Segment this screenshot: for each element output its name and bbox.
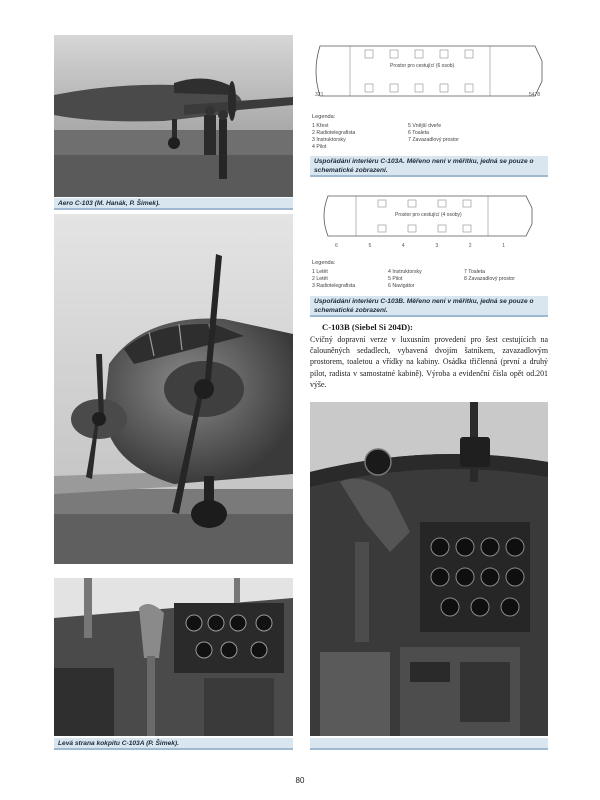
schematic-number: 3 <box>315 92 318 98</box>
legend-item: 7 Toaleta <box>464 268 485 275</box>
photo-aircraft-airfield <box>54 35 293 197</box>
caption-schematic-2: Uspořádání interiéru C-103B. Měřeno není v měřítku, jedná se pouze o schematické zobrazení. <box>310 296 548 317</box>
legend-item: 3 Radiotelegrafista <box>312 282 356 289</box>
legend-item: 1 Křest <box>312 122 329 129</box>
legend-item: 3 Instruktorsky <box>312 136 346 143</box>
schematic-number: 4 <box>401 243 405 249</box>
schematic-number: 1 <box>320 92 324 98</box>
schematic-number: 2 <box>317 92 321 98</box>
legend-title: Legenda: <box>312 114 336 120</box>
legend-item: 8 Zavazadlový prostor <box>464 275 516 282</box>
legend-title: Legenda: <box>312 260 336 266</box>
photo-cockpit-left-side <box>54 578 293 736</box>
legend-item: 2 Radiotelegrafista <box>312 129 356 136</box>
schematic-1-legend <box>312 114 542 151</box>
page-number: 80 <box>295 776 305 785</box>
schematic-number: 7 <box>534 92 538 98</box>
schematic-2-numbers <box>335 243 505 249</box>
bottom-caption-bar <box>310 738 548 750</box>
schematic-number: 1 <box>502 243 505 249</box>
caption-photo-4: Levá strana kokpitu C-103A (P. Šimek). <box>54 738 293 750</box>
photo-aircraft-nose <box>54 214 293 564</box>
schematic-number: 6 <box>335 243 338 249</box>
legend-item: 6 Navigátor <box>388 282 415 289</box>
legend-item: 4 Instruktorsky <box>388 268 422 275</box>
schematic-number: 5 <box>368 243 372 249</box>
section-body: Cvičný dopravní verze v luxusním provedení pro šest cestujících na čalouněných sedadlech, vybavená dvojím šatníkem, zavazadlovým prostorem, toaletou a vřídky na kabiny. Osádka třičlenná (první a druhý pilot, radista v samostatné kabině). Výroba a evidenční čísla opět od.201 výše. <box>310 335 548 389</box>
legend-item: 5 Pilot <box>388 275 403 282</box>
schematic-2-label: Prostor pro cestující (4 osoby) <box>395 212 462 218</box>
legend-item: 6 Toaleta <box>408 129 429 136</box>
section-heading: C-103B (Siebel Si 204D): <box>322 322 413 332</box>
schematic-number: 8 <box>537 92 540 98</box>
schematic-1-label: Prostor pro cestující (6 osob) <box>390 63 455 69</box>
caption-photo-1: Aero C-103 (M. Hanák, P. Šimek). <box>54 198 293 210</box>
schematic-number: 3 <box>435 243 439 249</box>
caption-schematic-1: Uspořádání interiéru C-103A. Měřeno není v měřítku, jedná se pouze o schematické zobrazení. <box>310 156 548 177</box>
photo-cockpit-interior <box>310 402 548 736</box>
schematic-number: 4 <box>531 92 535 98</box>
schematic-number: 5 <box>528 92 532 98</box>
schematic-number: 2 <box>468 243 472 249</box>
legend-item: 7 Zavazadlový prostor <box>408 136 460 143</box>
schematic-2-legend <box>312 260 548 290</box>
legend-item: 5 Vnější dveře <box>408 122 442 129</box>
legend-item: 1 Letět <box>312 268 328 275</box>
legend-item: 2 Letět <box>312 275 328 282</box>
schematic-1-numbers <box>315 92 540 98</box>
legend-item: 4 Pilot <box>312 143 327 150</box>
